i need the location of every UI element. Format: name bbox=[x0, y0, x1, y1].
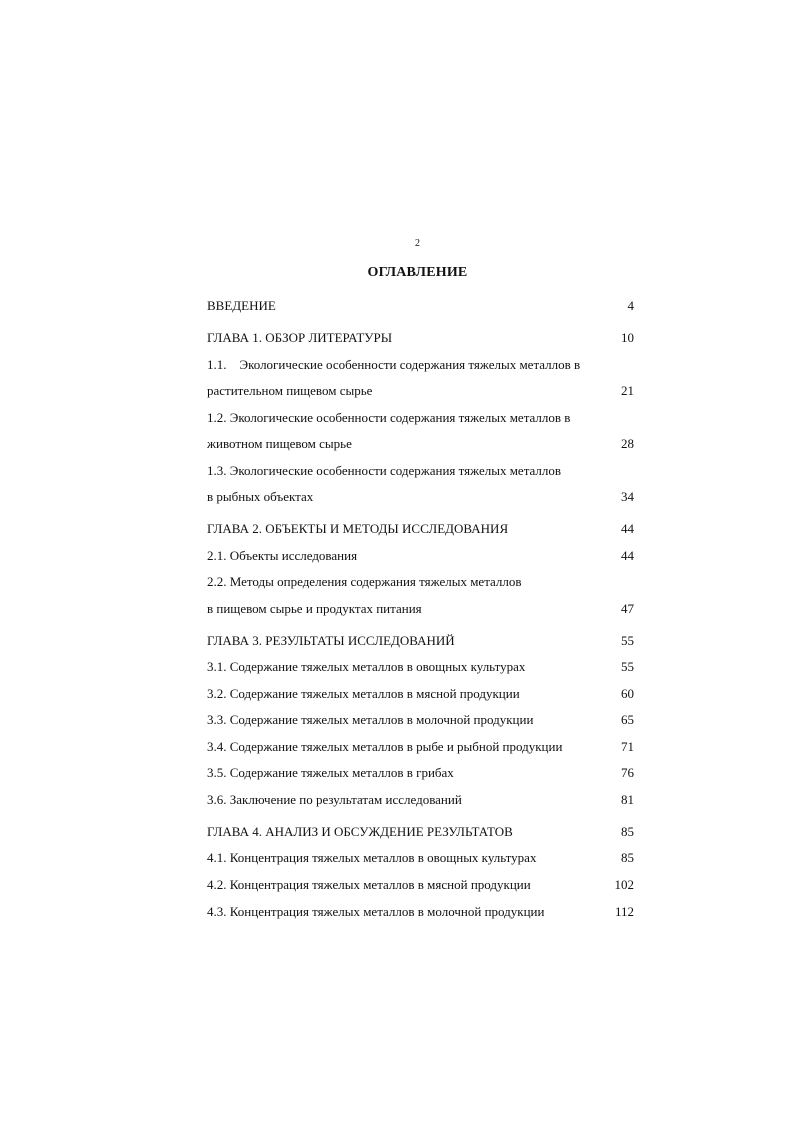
toc-entry-page: 60 bbox=[621, 686, 634, 701]
toc-entry-text: в пищевом сырье и продуктах питания bbox=[207, 601, 422, 616]
toc-entry-text: 2.2. Методы определения содержания тяжелых металлов bbox=[207, 574, 522, 589]
toc-entry-text: 3.4. Содержание тяжелых металлов в рыбе и рыбной продукции bbox=[207, 739, 563, 754]
toc-entry-page: 44 bbox=[621, 521, 634, 536]
toc-entry-text: 3.1. Содержание тяжелых металлов в овощных культурах bbox=[207, 659, 526, 674]
toc-entry-page: 55 bbox=[621, 633, 634, 648]
toc-entry-text: ГЛАВА 1. ОБЗОР ЛИТЕРАТУРЫ bbox=[207, 330, 393, 345]
toc-entry-text: 4.2. Концентрация тяжелых металлов в мясной продукции bbox=[207, 877, 531, 892]
toc-entry-page: 85 bbox=[621, 850, 634, 865]
page-number: 2 bbox=[415, 238, 420, 249]
toc-entry-page: 102 bbox=[614, 877, 634, 892]
toc-entry-page: 55 bbox=[621, 659, 634, 674]
toc-entry-text: 1.2. Экологические особенности содержания тяжелых металлов в bbox=[207, 410, 571, 425]
toc-entry-text: ГЛАВА 3. РЕЗУЛЬТАТЫ ИССЛЕДОВАНИЙ bbox=[207, 633, 455, 648]
table-of-contents bbox=[207, 0, 634, 1124]
toc-entry-page: 34 bbox=[621, 489, 634, 504]
toc-entry-page: 10 bbox=[621, 330, 634, 345]
toc-entry-page: 85 bbox=[621, 824, 634, 839]
toc-entry-text: 3.2. Содержание тяжелых металлов в мясной продукции bbox=[207, 686, 520, 701]
toc-title: ОГЛАВЛЕНИЕ bbox=[367, 265, 468, 280]
toc-entry-text: ГЛАВА 2. ОБЪЕКТЫ И МЕТОДЫ ИССЛЕДОВАНИЯ bbox=[207, 521, 509, 536]
toc-entry-text: 4.3. Концентрация тяжелых металлов в молочной продукции bbox=[207, 904, 545, 919]
toc-entry-text: 1.3. Экологические особенности содержания тяжелых металлов bbox=[207, 463, 562, 478]
toc-entry-text: 3.3. Содержание тяжелых металлов в молочной продукции bbox=[207, 712, 534, 727]
toc-entry-page: 76 bbox=[621, 765, 634, 780]
toc-entry-page: 21 bbox=[621, 383, 634, 398]
toc-entry-text: 3.5. Содержание тяжелых металлов в грибах bbox=[207, 765, 454, 780]
toc-entry-page: 44 bbox=[621, 548, 634, 563]
toc-entry-text: 2.1. Объекты исследования bbox=[207, 548, 358, 563]
toc-entry-text: животном пищевом сырье bbox=[207, 436, 352, 451]
toc-entry-page: 28 bbox=[621, 436, 634, 451]
toc-entry-text: 1.1. Экологические особенности содержания тяжелых металлов в bbox=[207, 357, 581, 372]
toc-entry-page: 65 bbox=[621, 712, 634, 727]
toc-entry-text: 3.6. Заключение по результатам исследований bbox=[207, 792, 462, 807]
toc-entry-page: 112 bbox=[614, 904, 634, 919]
toc-entry-page: 71 bbox=[621, 739, 634, 754]
toc-entry-page: 47 bbox=[621, 601, 634, 616]
toc-entry-text: растительном пищевом сырье bbox=[207, 383, 373, 398]
toc-entry-text: ВВЕДЕНИЕ bbox=[207, 298, 276, 313]
toc-entry-text: ГЛАВА 4. АНАЛИЗ И ОБСУЖДЕНИЕ РЕЗУЛЬТАТОВ bbox=[207, 824, 513, 839]
toc-entry-text: в рыбных объектах bbox=[207, 489, 314, 504]
toc-entry-page: 81 bbox=[621, 792, 634, 807]
toc-entry-page: 4 bbox=[627, 298, 634, 313]
toc-entry-text: 4.1. Концентрация тяжелых металлов в овощных культурах bbox=[207, 850, 537, 865]
